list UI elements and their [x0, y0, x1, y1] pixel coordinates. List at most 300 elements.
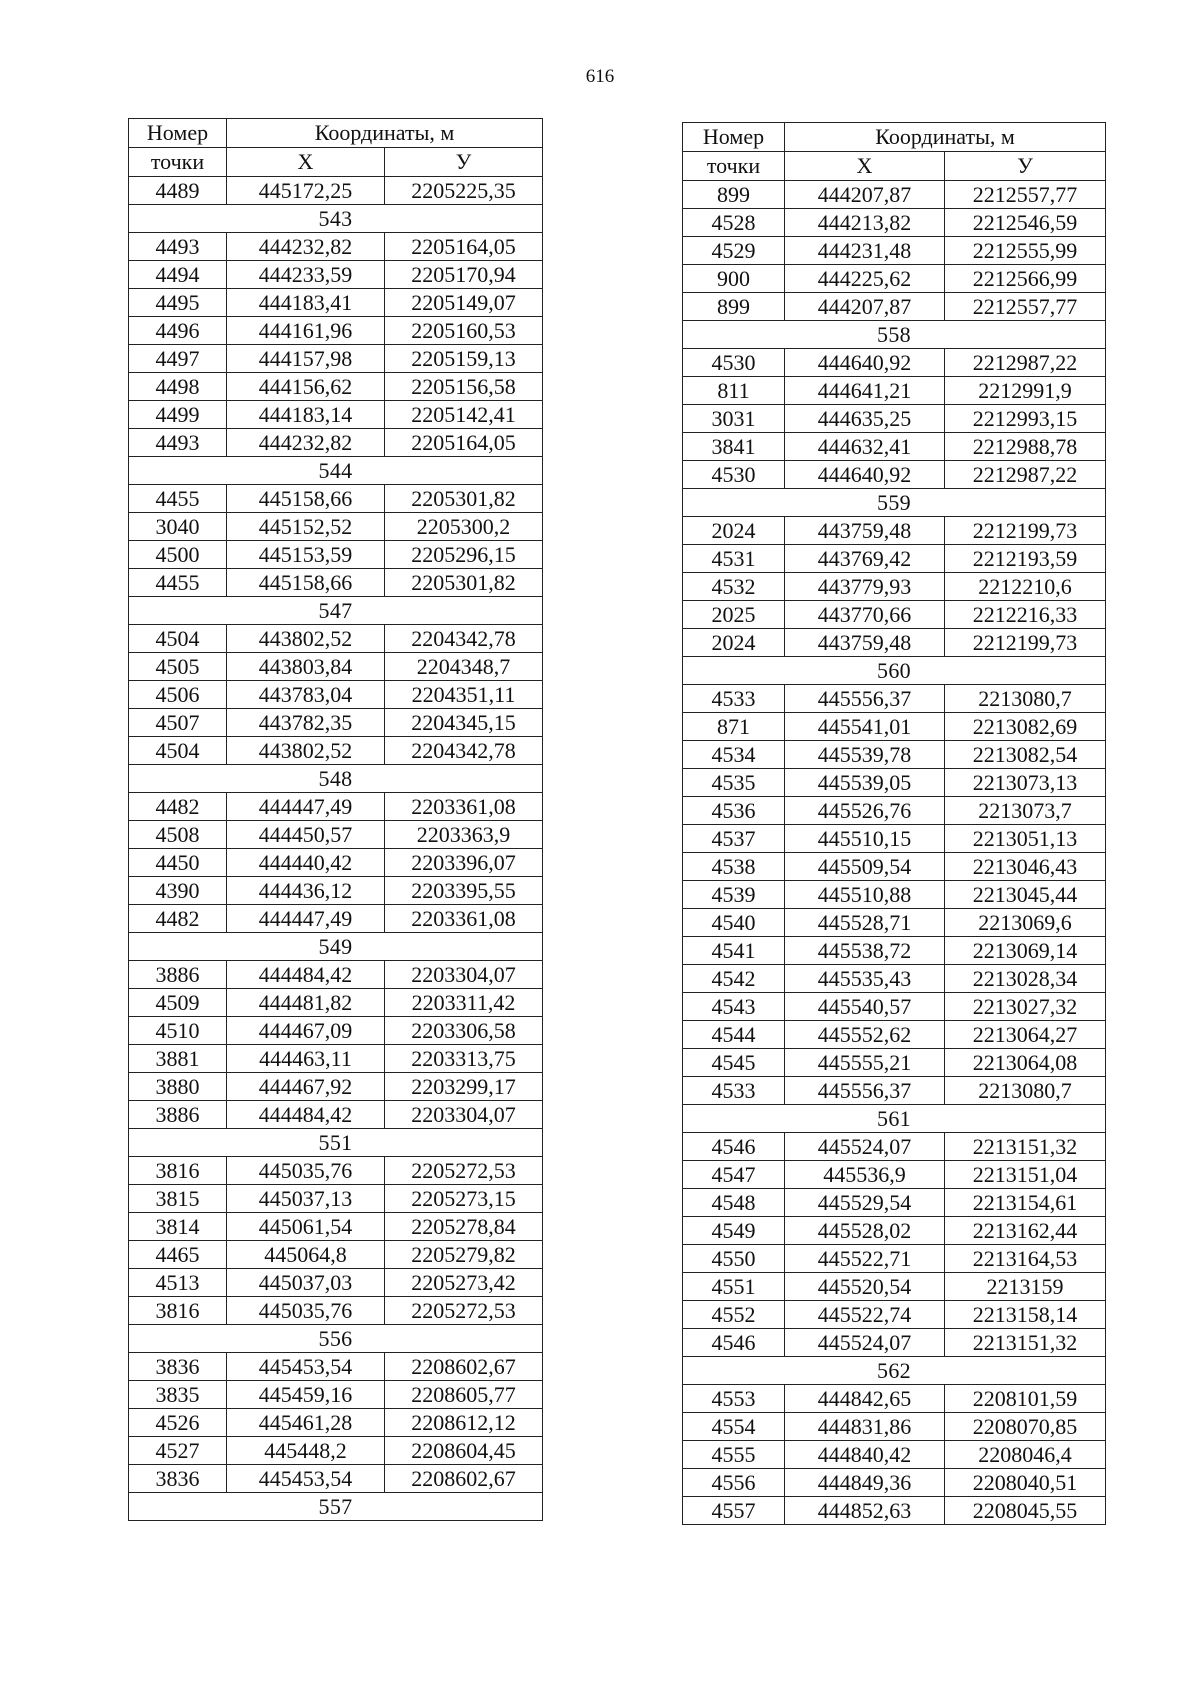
x-coordinate-cell: 445536,9: [785, 1161, 945, 1189]
section-number: 556: [129, 1325, 543, 1353]
x-coordinate-cell: 445035,76: [227, 1157, 385, 1185]
table-row: [129, 905, 543, 933]
section-header-row: [129, 933, 543, 961]
point-number-cell: 4497: [129, 345, 227, 373]
x-coordinate-cell: 444640,92: [785, 461, 945, 489]
x-coordinate-cell: 444233,59: [227, 261, 385, 289]
table-row: [129, 1213, 543, 1241]
table-row: [129, 373, 543, 401]
table-row: [129, 1409, 543, 1437]
x-column-header: X: [227, 148, 385, 177]
x-coordinate-cell: 444156,62: [227, 373, 385, 401]
point-number-cell: 4556: [683, 1469, 785, 1497]
table-row: [683, 713, 1106, 741]
x-coordinate-cell: 443770,66: [785, 601, 945, 629]
section-number: 547: [129, 597, 543, 625]
table-row: [683, 405, 1106, 433]
point-number-cell: 3816: [129, 1157, 227, 1185]
point-number-cell: 4535: [683, 769, 785, 797]
point-number-header: Номер: [129, 119, 227, 148]
y-coordinate-cell: 2203361,08: [385, 793, 543, 821]
point-number-cell: 4507: [129, 709, 227, 737]
table-row: [683, 601, 1106, 629]
y-coordinate-cell: 2205160,53: [385, 317, 543, 345]
coordinates-header: Координаты, м: [785, 123, 1106, 152]
y-coordinate-cell: 2203363,9: [385, 821, 543, 849]
point-number-cell: 3836: [129, 1353, 227, 1381]
table-row: [683, 965, 1106, 993]
point-number-header: Номер: [683, 123, 785, 152]
table-row: [129, 1297, 543, 1325]
section-header-row: [129, 1493, 543, 1521]
section-header-row: [683, 321, 1106, 349]
point-number-cell: 4465: [129, 1241, 227, 1269]
x-coordinate-cell: 445459,16: [227, 1381, 385, 1409]
point-number-cell: 3815: [129, 1185, 227, 1213]
y-coordinate-cell: 2212566,99: [945, 265, 1106, 293]
table-row: [129, 513, 543, 541]
y-coordinate-cell: 2205149,07: [385, 289, 543, 317]
x-coordinate-cell: 445539,05: [785, 769, 945, 797]
x-coordinate-cell: 444225,62: [785, 265, 945, 293]
x-coordinate-cell: 445158,66: [227, 569, 385, 597]
y-coordinate-cell: 2205164,05: [385, 429, 543, 457]
table-row: [683, 265, 1106, 293]
x-coordinate-cell: 444231,48: [785, 237, 945, 265]
section-header-row: [129, 765, 543, 793]
y-coordinate-cell: 2213046,43: [945, 853, 1106, 881]
x-coordinate-cell: 444849,36: [785, 1469, 945, 1497]
y-coordinate-cell: 2205296,15: [385, 541, 543, 569]
point-number-cell: 4505: [129, 653, 227, 681]
x-coordinate-cell: 445158,66: [227, 485, 385, 513]
table-header: [683, 123, 1106, 181]
y-coordinate-cell: 2205300,2: [385, 513, 543, 541]
y-coordinate-cell: 2213069,6: [945, 909, 1106, 937]
y-coordinate-cell: 2213064,08: [945, 1049, 1106, 1077]
y-coordinate-cell: 2205279,82: [385, 1241, 543, 1269]
section-header-row: [683, 1105, 1106, 1133]
y-coordinate-cell: 2203313,75: [385, 1045, 543, 1073]
page-number: 616: [585, 66, 615, 87]
point-number-cell: 3841: [683, 433, 785, 461]
table-row: [129, 877, 543, 905]
table-row: [683, 1161, 1106, 1189]
y-coordinate-cell: 2213154,61: [945, 1189, 1106, 1217]
table-row: [683, 377, 1106, 405]
x-coordinate-cell: 444467,92: [227, 1073, 385, 1101]
x-coordinate-cell: 445064,8: [227, 1241, 385, 1269]
x-coordinate-cell: 443779,93: [785, 573, 945, 601]
table-row: [129, 653, 543, 681]
x-coordinate-cell: 444207,87: [785, 293, 945, 321]
x-coordinate-cell: 444467,09: [227, 1017, 385, 1045]
table-row: [129, 345, 543, 373]
table-row: [129, 569, 543, 597]
section-header-row: [129, 1325, 543, 1353]
point-number-cell: 3886: [129, 1101, 227, 1129]
table-row: [129, 1241, 543, 1269]
point-number-cell: 4539: [683, 881, 785, 909]
x-coordinate-cell: 443782,35: [227, 709, 385, 737]
y-coordinate-cell: 2208101,59: [945, 1385, 1106, 1413]
point-number-cell: 4455: [129, 569, 227, 597]
table-row: [129, 541, 543, 569]
table-header: [129, 119, 543, 177]
x-coordinate-cell: 445037,13: [227, 1185, 385, 1213]
table-row: [683, 349, 1106, 377]
y-coordinate-cell: 2212991,9: [945, 377, 1106, 405]
section-header-row: [129, 597, 543, 625]
x-coordinate-cell: 444635,25: [785, 405, 945, 433]
table-row: [129, 849, 543, 877]
point-number-cell: 4390: [129, 877, 227, 905]
table-row: [683, 461, 1106, 489]
point-number-cell: 4500: [129, 541, 227, 569]
point-number-cell: 3040: [129, 513, 227, 541]
point-number-cell: 4496: [129, 317, 227, 345]
y-coordinate-cell: 2212987,22: [945, 461, 1106, 489]
x-coordinate-cell: 445461,28: [227, 1409, 385, 1437]
y-coordinate-cell: 2203311,42: [385, 989, 543, 1017]
y-coordinate-cell: 2212210,6: [945, 573, 1106, 601]
coordinates-table-left: [128, 118, 543, 1521]
y-coordinate-cell: 2212993,15: [945, 405, 1106, 433]
table-row: [129, 793, 543, 821]
point-number-cell: 3031: [683, 405, 785, 433]
table-row: [683, 1217, 1106, 1245]
point-number-cell: 4495: [129, 289, 227, 317]
table-row: [129, 401, 543, 429]
y-column-header: У: [945, 152, 1106, 181]
x-coordinate-cell: 444484,42: [227, 961, 385, 989]
point-number-cell: 4530: [683, 349, 785, 377]
x-coordinate-cell: 444207,87: [785, 181, 945, 209]
section-number: 548: [129, 765, 543, 793]
y-coordinate-cell: 2213027,32: [945, 993, 1106, 1021]
table-row: [129, 429, 543, 457]
point-number-cell: 4482: [129, 905, 227, 933]
y-coordinate-cell: 2208602,67: [385, 1465, 543, 1493]
y-coordinate-cell: 2212987,22: [945, 349, 1106, 377]
x-coordinate-cell: 444440,42: [227, 849, 385, 877]
y-coordinate-cell: 2213162,44: [945, 1217, 1106, 1245]
x-coordinate-cell: 445448,2: [227, 1437, 385, 1465]
y-coordinate-cell: 2208605,77: [385, 1381, 543, 1409]
x-coordinate-cell: 444450,57: [227, 821, 385, 849]
x-coordinate-cell: 445556,37: [785, 685, 945, 713]
y-coordinate-cell: 2213045,44: [945, 881, 1106, 909]
point-number-cell: 4494: [129, 261, 227, 289]
point-number-cell: 4542: [683, 965, 785, 993]
point-number-cell: 4547: [683, 1161, 785, 1189]
x-coordinate-cell: 444481,82: [227, 989, 385, 1017]
table-row: [129, 1437, 543, 1465]
y-coordinate-cell: 2205156,58: [385, 373, 543, 401]
y-coordinate-cell: 2204348,7: [385, 653, 543, 681]
table-row: [129, 177, 543, 205]
point-number-cell: 4534: [683, 741, 785, 769]
y-coordinate-cell: 2205164,05: [385, 233, 543, 261]
y-coordinate-cell: 2213151,32: [945, 1133, 1106, 1161]
point-number-cell: 4498: [129, 373, 227, 401]
y-coordinate-cell: 2208045,55: [945, 1497, 1106, 1525]
x-coordinate-cell: 445535,43: [785, 965, 945, 993]
y-coordinate-cell: 2213151,04: [945, 1161, 1106, 1189]
y-coordinate-cell: 2208604,45: [385, 1437, 543, 1465]
point-number-cell: 2024: [683, 517, 785, 545]
point-number-cell: 4499: [129, 401, 227, 429]
point-number-cell: 4541: [683, 937, 785, 965]
table-row: [683, 237, 1106, 265]
table-row: [683, 993, 1106, 1021]
point-number-cell: 4554: [683, 1413, 785, 1441]
y-coordinate-cell: 2213151,32: [945, 1329, 1106, 1357]
section-number: 544: [129, 457, 543, 485]
table-row: [683, 1049, 1106, 1077]
table-row: [683, 629, 1106, 657]
x-coordinate-cell: 445522,71: [785, 1245, 945, 1273]
table-row: [683, 433, 1106, 461]
point-number-cell: 4552: [683, 1301, 785, 1329]
y-coordinate-cell: 2212216,33: [945, 601, 1106, 629]
x-coordinate-cell: 445528,02: [785, 1217, 945, 1245]
x-coordinate-cell: 444640,92: [785, 349, 945, 377]
x-coordinate-cell: 445552,62: [785, 1021, 945, 1049]
y-coordinate-cell: 2205273,15: [385, 1185, 543, 1213]
point-number-cell: 4546: [683, 1133, 785, 1161]
point-number-cell: 4528: [683, 209, 785, 237]
table-row: [683, 573, 1106, 601]
table-row: [683, 1385, 1106, 1413]
table-row: [683, 853, 1106, 881]
x-coordinate-cell: 445555,21: [785, 1049, 945, 1077]
table-row: [129, 625, 543, 653]
point-number-cell: 4455: [129, 485, 227, 513]
x-coordinate-cell: 445453,54: [227, 1353, 385, 1381]
section-number: 558: [683, 321, 1106, 349]
y-coordinate-cell: 2205159,13: [385, 345, 543, 373]
y-coordinate-cell: 2213064,27: [945, 1021, 1106, 1049]
point-number-cell: 4527: [129, 1437, 227, 1465]
table-row: [129, 821, 543, 849]
point-number-cell: 4545: [683, 1049, 785, 1077]
table-row: [129, 1017, 543, 1045]
y-coordinate-cell: 2205272,53: [385, 1297, 543, 1325]
point-number-cell: 4532: [683, 573, 785, 601]
y-coordinate-cell: 2203304,07: [385, 961, 543, 989]
point-number-cell: 4513: [129, 1269, 227, 1297]
x-coordinate-cell: 445524,07: [785, 1329, 945, 1357]
y-coordinate-cell: 2204351,11: [385, 681, 543, 709]
table-row: [683, 1245, 1106, 1273]
y-coordinate-cell: 2208602,67: [385, 1353, 543, 1381]
x-coordinate-cell: 444157,98: [227, 345, 385, 373]
table-row: [683, 881, 1106, 909]
point-number-cell: 4549: [683, 1217, 785, 1245]
y-coordinate-cell: 2203306,58: [385, 1017, 543, 1045]
x-coordinate-cell: 445528,71: [785, 909, 945, 937]
x-coordinate-cell: 444232,82: [227, 429, 385, 457]
table-row: [129, 485, 543, 513]
point-number-cell: 4546: [683, 1329, 785, 1357]
table-row: [129, 317, 543, 345]
section-number: 543: [129, 205, 543, 233]
y-coordinate-cell: 2212988,78: [945, 433, 1106, 461]
x-coordinate-cell: 443803,84: [227, 653, 385, 681]
table-row: [683, 769, 1106, 797]
table-row: [129, 1101, 543, 1129]
point-number-cell: 4557: [683, 1497, 785, 1525]
point-number-cell: 4493: [129, 429, 227, 457]
x-coordinate-cell: 445453,54: [227, 1465, 385, 1493]
table-row: [683, 1301, 1106, 1329]
coordinates-table-right: [682, 122, 1106, 1525]
table-row: [683, 937, 1106, 965]
point-number-cell: 4530: [683, 461, 785, 489]
table-row: [683, 1469, 1106, 1497]
x-coordinate-cell: 445522,74: [785, 1301, 945, 1329]
table-row: [683, 1077, 1106, 1105]
y-coordinate-cell: 2204342,78: [385, 625, 543, 653]
table-row: [683, 1441, 1106, 1469]
x-coordinate-cell: 444232,82: [227, 233, 385, 261]
table-row: [129, 233, 543, 261]
y-coordinate-cell: 2205142,41: [385, 401, 543, 429]
point-number-cell: 899: [683, 181, 785, 209]
table-row: [683, 685, 1106, 713]
point-number-cell: 3886: [129, 961, 227, 989]
point-number-cell: 3881: [129, 1045, 227, 1073]
point-number-cell: 3814: [129, 1213, 227, 1241]
table-row: [129, 1073, 543, 1101]
point-number-cell: 4536: [683, 797, 785, 825]
x-coordinate-cell: 445524,07: [785, 1133, 945, 1161]
x-coordinate-cell: 444641,21: [785, 377, 945, 405]
table-row: [129, 289, 543, 317]
point-number-header-line2: точки: [129, 148, 227, 177]
y-coordinate-cell: 2212546,59: [945, 209, 1106, 237]
y-coordinate-cell: 2205273,42: [385, 1269, 543, 1297]
x-coordinate-cell: 445509,54: [785, 853, 945, 881]
point-number-cell: 3816: [129, 1297, 227, 1325]
section-header-row: [683, 657, 1106, 685]
point-number-cell: 4555: [683, 1441, 785, 1469]
x-coordinate-cell: 445539,78: [785, 741, 945, 769]
x-coordinate-cell: 445540,57: [785, 993, 945, 1021]
table-row: [129, 1185, 543, 1213]
y-coordinate-cell: 2213051,13: [945, 825, 1106, 853]
x-coordinate-cell: 444852,63: [785, 1497, 945, 1525]
point-number-cell: 3880: [129, 1073, 227, 1101]
x-coordinate-cell: 444161,96: [227, 317, 385, 345]
point-number-cell: 899: [683, 293, 785, 321]
y-coordinate-cell: 2213082,54: [945, 741, 1106, 769]
y-coordinate-cell: 2203396,07: [385, 849, 543, 877]
y-coordinate-cell: 2213082,69: [945, 713, 1106, 741]
y-coordinate-cell: 2213080,7: [945, 1077, 1106, 1105]
x-coordinate-cell: 443759,48: [785, 517, 945, 545]
x-coordinate-cell: 444632,41: [785, 433, 945, 461]
point-number-cell: 2024: [683, 629, 785, 657]
x-coordinate-cell: 444447,49: [227, 905, 385, 933]
point-number-cell: 4493: [129, 233, 227, 261]
point-number-cell: 4533: [683, 685, 785, 713]
y-coordinate-cell: 2208046,4: [945, 1441, 1106, 1469]
x-coordinate-cell: 443759,48: [785, 629, 945, 657]
point-number-cell: 4548: [683, 1189, 785, 1217]
x-coordinate-cell: 445152,52: [227, 513, 385, 541]
y-coordinate-cell: 2213158,14: [945, 1301, 1106, 1329]
table-row: [683, 1189, 1106, 1217]
y-column-header: У: [385, 148, 543, 177]
x-coordinate-cell: 444183,14: [227, 401, 385, 429]
table-row: [129, 1465, 543, 1493]
point-number-cell: 4553: [683, 1385, 785, 1413]
point-number-cell: 871: [683, 713, 785, 741]
section-number: 557: [129, 1493, 543, 1521]
section-number: 559: [683, 489, 1106, 517]
y-coordinate-cell: 2205301,82: [385, 569, 543, 597]
section-number: 560: [683, 657, 1106, 685]
table-row: [683, 1133, 1106, 1161]
table-row: [129, 989, 543, 1017]
table-row: [129, 1353, 543, 1381]
table-row: [683, 825, 1106, 853]
point-number-cell: 4537: [683, 825, 785, 853]
x-coordinate-cell: 445172,25: [227, 177, 385, 205]
point-number-cell: 4509: [129, 989, 227, 1017]
y-coordinate-cell: 2212199,73: [945, 517, 1106, 545]
point-number-cell: 4506: [129, 681, 227, 709]
y-coordinate-cell: 2213069,14: [945, 937, 1106, 965]
point-number-cell: 4489: [129, 177, 227, 205]
x-coordinate-cell: 445037,03: [227, 1269, 385, 1297]
table-row: [683, 797, 1106, 825]
point-number-cell: 4538: [683, 853, 785, 881]
y-coordinate-cell: 2203299,17: [385, 1073, 543, 1101]
table-row: [683, 1329, 1106, 1357]
table-row: [683, 909, 1106, 937]
y-coordinate-cell: 2203361,08: [385, 905, 543, 933]
x-coordinate-cell: 444484,42: [227, 1101, 385, 1129]
y-coordinate-cell: 2205301,82: [385, 485, 543, 513]
table-row: [683, 209, 1106, 237]
x-coordinate-cell: 444842,65: [785, 1385, 945, 1413]
table-row: [683, 1273, 1106, 1301]
table-row: [683, 517, 1106, 545]
point-number-cell: 4550: [683, 1245, 785, 1273]
point-number-cell: 4510: [129, 1017, 227, 1045]
table-body: [129, 177, 543, 1521]
table-row: [129, 1045, 543, 1073]
section-header-row: [683, 1357, 1106, 1385]
y-coordinate-cell: 2212555,99: [945, 237, 1106, 265]
coordinates-header: Координаты, м: [227, 119, 543, 148]
point-number-cell: 4504: [129, 625, 227, 653]
x-coordinate-cell: 444840,42: [785, 1441, 945, 1469]
point-number-cell: 4482: [129, 793, 227, 821]
x-coordinate-cell: 445520,54: [785, 1273, 945, 1301]
y-coordinate-cell: 2205272,53: [385, 1157, 543, 1185]
table-row: [683, 1413, 1106, 1441]
table-row: [129, 1269, 543, 1297]
section-header-row: [129, 457, 543, 485]
x-coordinate-cell: 445541,01: [785, 713, 945, 741]
point-number-cell: 4531: [683, 545, 785, 573]
point-number-cell: 4544: [683, 1021, 785, 1049]
section-header-row: [129, 1129, 543, 1157]
